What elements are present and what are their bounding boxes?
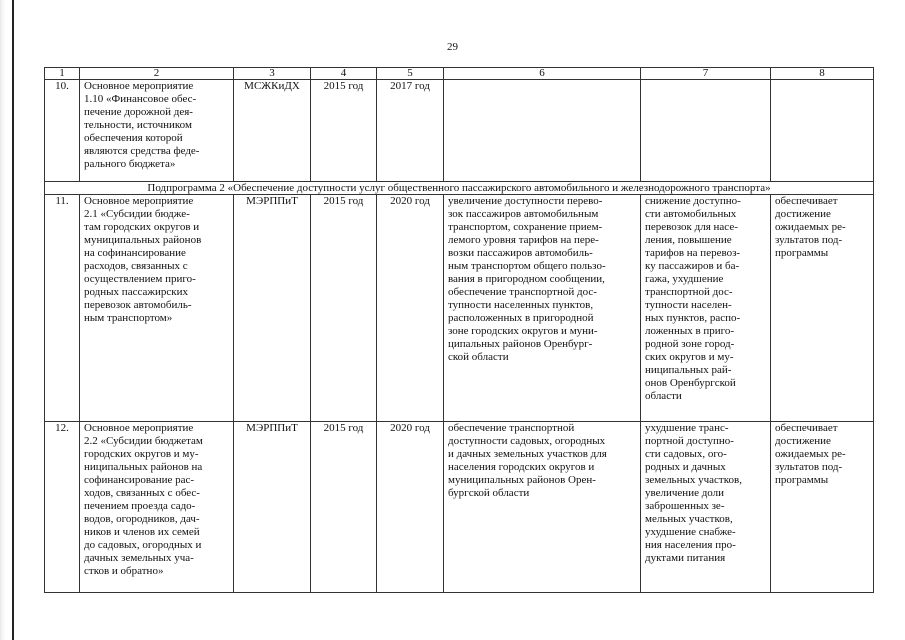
start-year: 2015 год (311, 422, 377, 593)
row-number: 10. (45, 80, 80, 182)
column-number-header: 6 (444, 68, 641, 80)
scan-edge-shadow (0, 0, 6, 640)
executor: МЭРППиТ (234, 422, 311, 593)
expected-result (444, 80, 641, 182)
subprogram-row (45, 182, 874, 195)
measure-name: Основное мероприятие 2.1 «Субсидии бюдже- там городских округов и муниципальных районов на софинансирование расходов, связанных с осуществлением приго- родных пассажирских перевозок автомобиль- ным транспортом» (80, 195, 234, 422)
link-to-indicators (771, 80, 874, 182)
end-year: 2020 год (377, 195, 444, 422)
link-to-indicators: обеспечивает достижение ожидаемых ре- зультатов под- программы (771, 195, 874, 422)
row-number: 11. (45, 195, 80, 422)
row-number: 12. (45, 422, 80, 593)
column-number-header: 2 (80, 68, 234, 80)
non-implementation-consequences: ухудшение транс- портной доступно- сти садовых, ого- родных и дачных земельных участков, увеличение доли заброшенных зе- мельных участков, ухудшение снабже- ния населения про- дуктами питания (641, 422, 771, 593)
column-number-header: 8 (771, 68, 874, 80)
link-to-indicators: обеспечивает достижение ожидаемых ре- зультатов под- программы (771, 422, 874, 593)
measure-name: Основное мероприятие 2.2 «Субсидии бюджетам городских округов и му- ниципальных районов на софинансирование рас- ходов, связанных с обес- печением проезда садо- водов, огородников, дач- ников и членов их семей до садовых, огородных и дачных земельных уча- стков и обратно» (80, 422, 234, 593)
executor: МСЖКиДХ (234, 80, 311, 182)
end-year: 2020 год (377, 422, 444, 593)
non-implementation-consequences: снижение доступно- сти автомобильных перевозок для насе- ления, повышение тарифов на перевоз- ку пассажиров и ба- гажа, ухудшение транспортной дос- тупности населен- ных пунктов, распо- ложенных в приго- родной зоне город- ских округов и му- ниципальных рай- онов Оренбургской области (641, 195, 771, 422)
expected-result: увеличение доступности перево- зок пассажиров автомобильным транспортом, сохранение прием- лемого уровня тарифов на пере- возки пассажиров автомобиль- ным транспортом общего пользо- вания в пригородном сообщении, обеспечение транспортной дос- тупности населенных пунктов, расположенных в пригородной зоне городских округов и муни- ципальных районов Оренбург- ской области (444, 195, 641, 422)
expected-result: обеспечение транспортной доступности садовых, огородных и дачных земельных участков для населения городских округов и муниципальных районов Орен- бургской области (444, 422, 641, 593)
measures-table (44, 67, 874, 593)
page-number: 29 (447, 41, 458, 53)
column-number-header: 4 (311, 68, 377, 80)
start-year: 2015 год (311, 195, 377, 422)
executor: МЭРППиТ (234, 195, 311, 422)
column-number-header: 3 (234, 68, 311, 80)
subprogram-heading: Подпрограмма 2 «Обеспечение доступности услуг общественного пассажирского автомобильного и железнодорожного транспорта» (45, 182, 874, 195)
binder-margin-line (12, 0, 14, 640)
column-number-header: 5 (377, 68, 444, 80)
column-number-row (45, 68, 874, 80)
column-number-header: 1 (45, 68, 80, 80)
column-number-header: 7 (641, 68, 771, 80)
table-row (45, 80, 874, 182)
table-row (45, 422, 874, 593)
non-implementation-consequences (641, 80, 771, 182)
start-year: 2015 год (311, 80, 377, 182)
measure-name: Основное мероприятие 1.10 «Финансовое обес- печение дорожной дея- тельности, источником обеспечения которой являются средства феде- рального бюджета» (80, 80, 234, 182)
table-row (45, 195, 874, 422)
end-year: 2017 год (377, 80, 444, 182)
